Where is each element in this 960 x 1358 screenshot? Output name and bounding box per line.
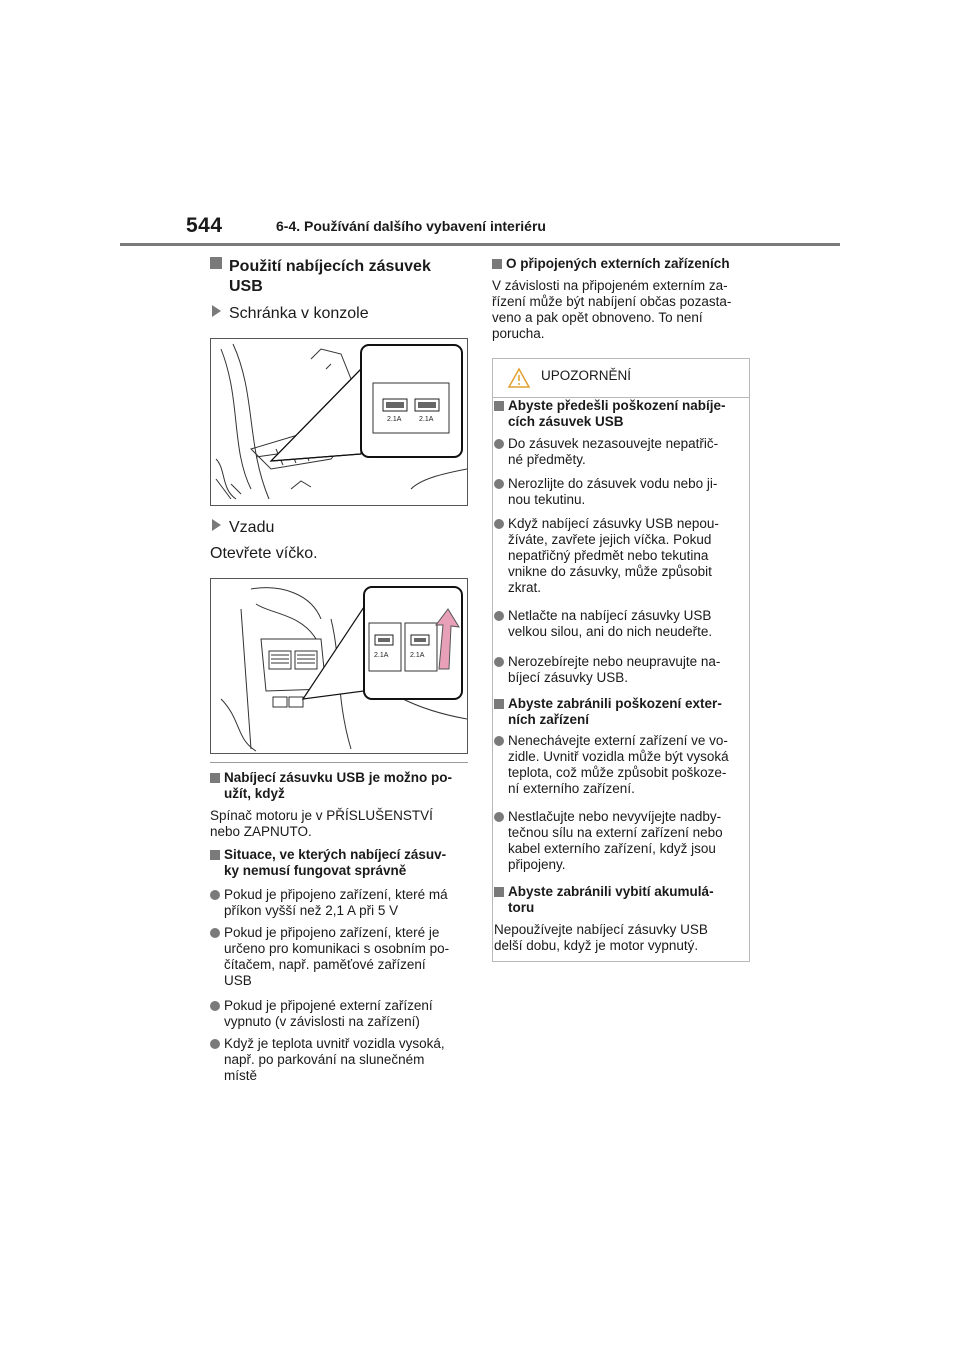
line: Nabíjecí zásuvku USB je možno po- [224,770,453,785]
line: nou tekutinu. [508,492,586,507]
rear-item [212,518,274,538]
line: příkon vyšší než 2,1 A při 5 V [224,903,399,918]
usable-heading [210,770,472,804]
list-item [210,998,472,1032]
list-item [210,1036,472,1086]
line: tečnou sílu na externí zařízení nebo [508,825,723,840]
line: V závislosti na připojeném externím za- [492,278,728,293]
dot-bullet-icon [210,1001,220,1011]
line: zidle. Uvnitř vozidla může být vysoká [508,749,729,764]
line: bíjecí zásuvky USB. [508,670,629,685]
line: Pokud je připojeno zařízení, které je [224,925,440,940]
warning-title: UPOZORNĚNÍ [541,368,632,383]
line: určeno pro komunikaci s osobním po- [224,941,450,956]
list-item-text [224,887,448,919]
square-bullet-icon [494,887,504,897]
line: Netlačte na nabíjecí zásuvky USB [508,608,712,623]
line: žíváte, zavřete jejich víčka. Pokud [508,532,712,547]
list-item-text [224,1036,445,1084]
connected-text [492,278,731,342]
list-item [494,516,752,598]
warning-heading-text [508,696,722,728]
line: místě [224,1068,258,1083]
list-item-text [508,516,719,596]
square-bullet-icon [210,257,222,269]
usable-heading-text [224,770,452,802]
list-item [210,887,472,921]
section-title: 6-4. Používání dalšího vybavení interiéru [276,218,546,234]
line: připojeny. [508,857,566,872]
warning-heading-devices [494,696,752,730]
line: užít, když [224,786,285,801]
triangle-bullet-icon [212,305,221,317]
list-item [494,608,752,642]
dot-bullet-icon [494,611,504,621]
line: Pokud je připojeno zařízení, které má [224,887,448,902]
line: např. po parkování na slunečném [224,1052,425,1067]
line: Nestlačujte nebo nevyvíjejte nadby- [508,809,722,824]
line: vnikne do zásuvky, může způsobit [508,564,712,579]
line: Abyste předešli poškození nabíje- [508,398,726,413]
line: Do zásuvek nezasouvejte nepatřič- [508,436,719,451]
line: velkou silou, ani do nich neudeřte. [508,624,713,639]
list-item [494,436,752,470]
line: cích zásuvek USB [508,414,624,429]
dot-bullet-icon [494,812,504,822]
list-item-text [508,476,717,508]
rear-usb-figure [210,578,468,754]
dot-bullet-icon [494,439,504,449]
line: Nerozlijte do zásuvek vodu nebo ji- [508,476,718,491]
line: teplota, což může způsobit poškoze- [508,765,727,780]
fig1-left-label: 2.1A [387,416,402,423]
connected-heading-text: O připojených externích zařízeních [506,256,730,271]
square-bullet-icon [210,850,220,860]
console-usb-figure [210,338,468,506]
connected-heading [492,256,754,274]
list-item [494,654,752,688]
list-item-text [508,809,723,873]
square-bullet-icon [492,259,502,269]
battery-text [494,922,708,954]
line: kabel externího zařízení, když jsou [508,841,716,856]
line: Situace, ve kterých nabíjecí zásuv- [224,847,447,862]
warning-heading-text [508,398,726,430]
dot-bullet-icon [210,890,220,900]
heading-line: Použití nabíjecích zásuvek [229,258,431,275]
list-item-text [508,654,720,686]
fig2-right-label: 2.1A [410,652,425,659]
line: Když nabíjecí zásuvky USB nepou- [508,516,719,531]
list-item-text [224,925,449,989]
situations-heading-text [224,847,446,879]
usable-text [210,808,433,840]
line: USB [224,973,252,988]
fig2-left-label: 2.1A [374,652,389,659]
list-item [210,925,472,991]
dot-bullet-icon [210,1039,220,1049]
line: né předměty. [508,452,586,467]
dot-bullet-icon [494,657,504,667]
line: Abyste zabránili vybití akumulá- [508,884,714,899]
list-item [494,809,752,875]
list-item-text [508,733,729,797]
line: řízení může být nabíjení občas pozasta- [492,294,732,309]
rear-item-label: Vzadu [229,519,275,536]
line: vypnuto (v závislosti na zařízení) [224,1014,420,1029]
line: delší dobu, když je motor vypnutý. [494,938,699,953]
line: ních zařízení [508,712,590,727]
page-header [0,0,960,250]
line: zkrat. [508,580,542,595]
console-item-label: Schránka v konzole [229,305,369,322]
line: Spínač motoru je v PŘÍSLUŠENSTVÍ [210,808,433,823]
dot-bullet-icon [210,928,220,938]
line: Nepoužívejte nabíjecí zásuvky USB [494,922,708,937]
line: toru [508,900,535,915]
usb-heading-cont: USB [229,278,263,295]
list-item [494,476,752,510]
warning-heading-battery [494,884,752,918]
line: Když je teplota uvnitř vozidla vysoká, [224,1036,445,1051]
dot-bullet-icon [494,519,504,529]
console-illustration [211,339,467,505]
line: porucha. [492,326,545,341]
line: nepatřičný předmět nebo tekutina [508,548,709,563]
warning-heading-sockets [494,398,752,432]
fig1-right-label: 2.1A [419,416,434,423]
line: nebo ZAPNUTO. [210,824,312,839]
square-bullet-icon [210,773,220,783]
warning-icon [507,367,531,389]
page-number: 544 [186,214,223,237]
line: veno a pak opět obnoveno. To není [492,310,703,325]
section-divider [210,762,468,763]
usb-heading [210,256,431,278]
list-item-text [508,436,718,468]
line: Pokud je připojené externí zařízení [224,998,433,1013]
open-lid-text: Otevřete víčko. [210,545,318,562]
dot-bullet-icon [494,736,504,746]
rear-illustration [211,579,467,753]
console-item [212,304,369,324]
list-item-text [224,998,433,1030]
warning-heading-text [508,884,714,916]
line: Nerozebírejte nebo neupravujte na- [508,654,721,669]
line: čítačem, např. paměťové zařízení [224,957,426,972]
list-item [494,733,752,799]
line: ní externího zařízení. [508,781,635,796]
header-divider [120,243,840,246]
square-bullet-icon [494,699,504,709]
square-bullet-icon [494,401,504,411]
list-item-text [508,608,712,640]
line: ky nemusí fungovat správně [224,863,407,878]
triangle-bullet-icon [212,519,221,531]
situations-heading [210,847,472,881]
line: Nenechávejte externí zařízení ve vo- [508,733,728,748]
dot-bullet-icon [494,479,504,489]
line: Abyste zabránili poškození exter- [508,696,722,711]
